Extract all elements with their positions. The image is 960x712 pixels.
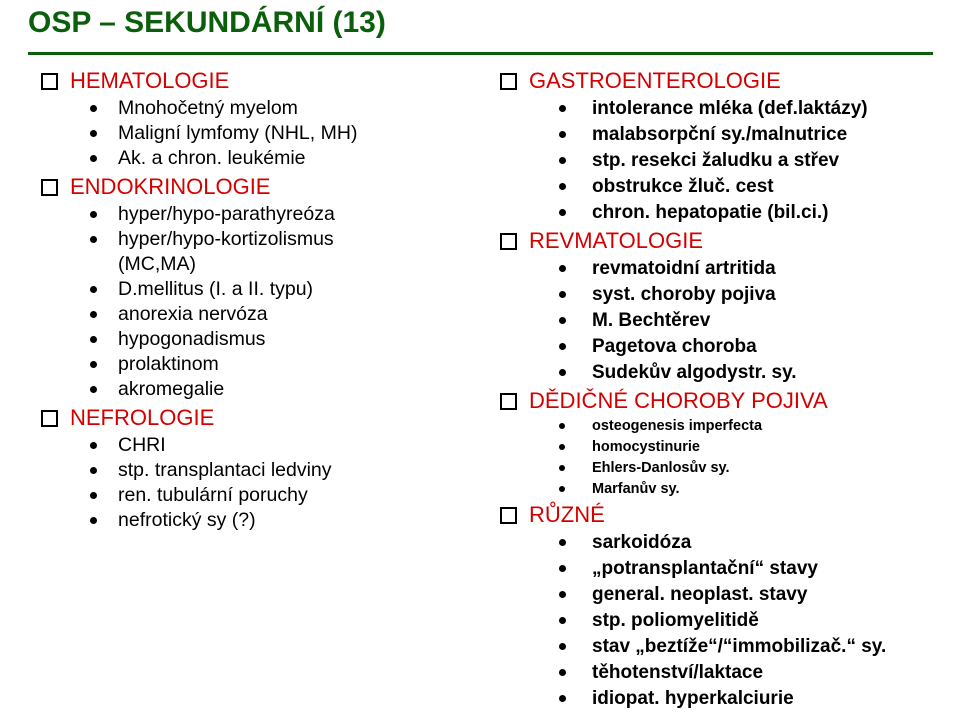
list-item: hyper/hypo-kortizolismus (MC,MA)	[38, 227, 398, 277]
list-item: Marfanův sy.	[497, 479, 957, 500]
section-heading-text: REVMATOLOGIE	[529, 228, 704, 253]
list-item: intolerance mléka (def.laktázy)	[497, 96, 957, 122]
section-heading	[497, 226, 957, 256]
list-item: hypogonadismus	[38, 327, 478, 352]
list-item: CHRI	[38, 433, 478, 458]
checkbox-bullet-icon	[41, 410, 58, 427]
list-item: stav „beztíže“/“immobilizač.“ sy.	[497, 634, 957, 660]
list-item: chron. hepatopatie (bil.ci.)	[497, 200, 957, 226]
list-item: homocystinurie	[497, 437, 957, 458]
section-heading-text: ENDOKRINOLOGIE	[70, 174, 271, 199]
list-item: těhotenství/laktace	[497, 660, 957, 686]
section-heading-text: NEFROLOGIE	[70, 405, 215, 430]
list-item: malabsorpční sy./malnutrice	[497, 122, 957, 148]
list-item: Ak. a chron. leukémie	[38, 146, 478, 171]
list-item: revmatoidní artritida	[497, 256, 957, 282]
checkbox-bullet-icon	[500, 507, 517, 524]
checkbox-bullet-icon	[500, 393, 517, 410]
section-heading-text: GASTROENTEROLOGIE	[529, 68, 781, 93]
list-item: ren. tubulární poruchy	[38, 483, 478, 508]
section-heading	[497, 500, 957, 530]
list-item: Mnohočetný myelom	[38, 96, 478, 121]
section-heading	[38, 403, 478, 433]
section-gastroenterologie	[497, 66, 957, 226]
checkbox-bullet-icon	[500, 233, 517, 250]
section-heading-text: HEMATOLOGIE	[70, 68, 230, 93]
list-item: stp. poliomyelitidě	[497, 608, 957, 634]
list-item: Sudekův algodystr. sy.	[497, 360, 957, 386]
list-item: D.mellitus (I. a II. typu)	[38, 277, 478, 302]
title-divider	[28, 52, 933, 55]
checkbox-bullet-icon	[500, 73, 517, 90]
section-ruzne	[497, 500, 957, 712]
list-item: osteogenesis imperfecta	[497, 416, 957, 437]
list-item: hyper/hypo-parathyreóza	[38, 202, 478, 227]
section-heading-text: DĚDIČNÉ CHOROBY POJIVA	[529, 388, 828, 413]
list-item: stp. resekci žaludku a střev	[497, 148, 957, 174]
list-item: stp. transplantaci ledviny	[38, 458, 478, 483]
page-title: OSP – SEKUNDÁRNÍ (13)	[28, 6, 386, 39]
checkbox-bullet-icon	[41, 73, 58, 90]
checkbox-bullet-icon	[41, 179, 58, 196]
list-item: M. Bechtěrev	[497, 308, 957, 334]
section-heading	[38, 66, 478, 96]
section-revmatologie	[497, 226, 957, 386]
section-endokrinologie	[38, 172, 478, 402]
list-item: nefrotický sy (?)	[38, 508, 478, 533]
list-item: sarkoidóza	[497, 530, 957, 556]
section-hematologie	[38, 66, 478, 171]
section-dedicne-choroby-pojiva	[497, 386, 957, 500]
list-item: anorexia nervóza	[38, 302, 478, 327]
right-column	[497, 66, 957, 712]
list-item: „potransplantační“ stavy	[497, 556, 957, 582]
list-item: syst. choroby pojiva	[497, 282, 957, 308]
list-item: Maligní lymfomy (NHL, MH)	[38, 121, 478, 146]
list-item: prolaktinom	[38, 352, 478, 377]
list-item: general. neoplast. stavy	[497, 582, 957, 608]
list-item: idiopat. hyperkalciurie	[497, 686, 957, 712]
list-item: Ehlers-Danlosův sy.	[497, 458, 957, 479]
list-item: obstrukce žluč. cest	[497, 174, 957, 200]
section-heading	[497, 66, 957, 96]
list-item: akromegalie	[38, 377, 478, 402]
list-item: Pagetova choroba	[497, 334, 957, 360]
section-nefrologie	[38, 403, 478, 533]
section-heading	[497, 386, 957, 416]
section-heading	[38, 172, 478, 202]
left-column	[38, 66, 478, 533]
section-heading-text: RŮZNÉ	[529, 502, 605, 527]
